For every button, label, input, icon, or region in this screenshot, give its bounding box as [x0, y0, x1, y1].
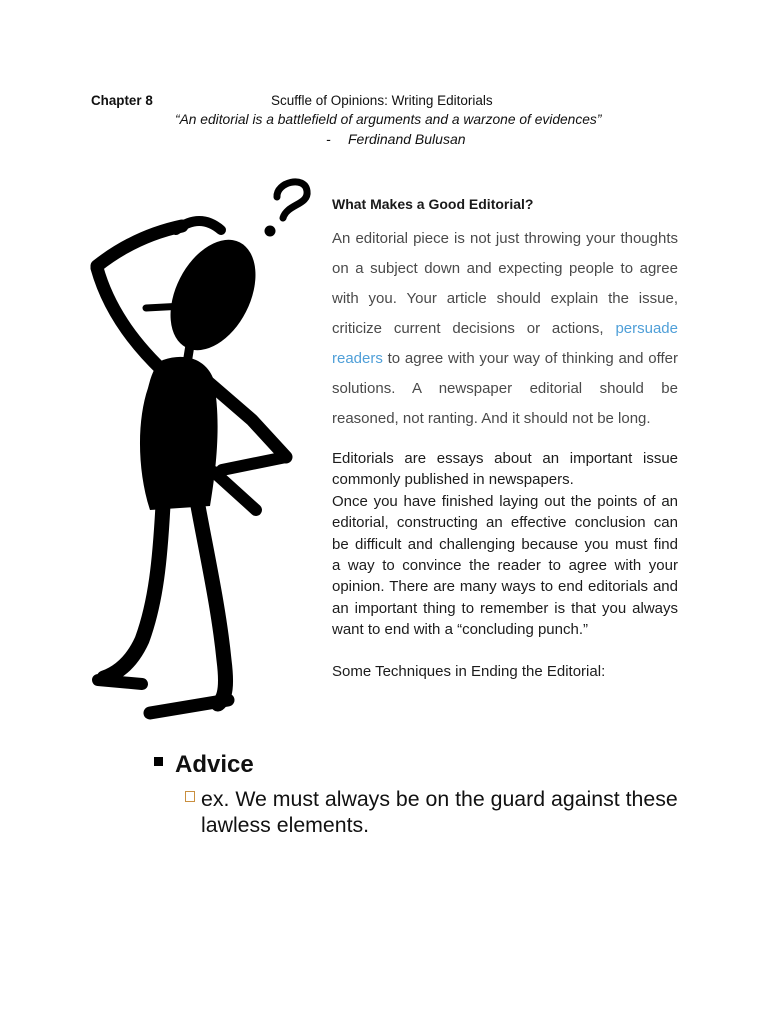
figure-hand-on-hip	[214, 472, 256, 510]
paragraph-line: an important thing to remember is that you always	[332, 599, 678, 617]
paragraph-line: reasoned, not ranting. And it should not be long.	[332, 410, 651, 427]
figure-left-foot	[98, 680, 142, 684]
thinking-stick-figure-icon	[80, 170, 320, 730]
section-heading: What Makes a Good Editorial?	[332, 196, 534, 212]
paragraph-line	[332, 314, 678, 344]
filled-square-bullet-icon	[154, 757, 163, 766]
paragraph-line: with you. Your article should explain the issue,	[332, 290, 678, 307]
persuade-readers-link[interactable]: persuade	[615, 320, 678, 337]
figure-raised-forearm	[97, 226, 182, 266]
paragraph-line: a way to convince the reader to agree with your	[332, 557, 678, 575]
attribution-dash: -	[326, 131, 331, 147]
slide-bullet-advice: Advice	[175, 751, 254, 778]
paragraph-line: solutions. A newspaper editorial should be	[332, 380, 678, 397]
question-mark-dot	[265, 226, 276, 237]
paragraph-line: commonly published in newspapers.	[332, 471, 574, 489]
attribution-name: Ferdinand Bulusan	[348, 131, 466, 147]
slide-sub-bullet-example	[201, 786, 678, 838]
paragraph-conclusion-advice	[332, 491, 678, 641]
line-text: criticize current decisions or actions,	[332, 320, 604, 337]
figure-akimbo-upper-arm	[208, 382, 286, 457]
techniques-label: Some Techniques in Ending the Editorial:	[332, 663, 606, 680]
figure-left-leg	[104, 505, 163, 678]
figure-right-leg	[198, 506, 226, 704]
question-mark-icon	[277, 182, 307, 218]
paragraph-line: want to end with a “concluding punch.”	[332, 621, 588, 639]
chapter-label: Chapter 8	[91, 93, 153, 108]
paragraph-editorials-definition	[332, 448, 678, 491]
paragraph-editorials-conclusion	[332, 448, 678, 641]
hollow-square-bullet-icon	[185, 791, 195, 802]
paragraph-good-editorial	[332, 224, 678, 434]
paragraph-line: editorial, constructing an effective conclusion can	[332, 514, 678, 532]
paragraph-line: be difficult and challenging because you must find	[332, 535, 678, 553]
paragraph-line: opinion. There are many ways to end editorials and	[332, 578, 678, 596]
figure-head	[153, 226, 273, 365]
figure-akimbo-forearm	[222, 457, 286, 470]
paragraph-line: Once you have finished laying out the points of an	[332, 492, 678, 510]
epigraph-quote: “An editorial is a battlefield of arguments and a warzone of evidences”	[175, 112, 602, 127]
chapter-title: Scuffle of Opinions: Writing Editorials	[271, 93, 493, 108]
figure-hand-on-head	[176, 221, 221, 230]
figure-raised-upper-arm	[97, 268, 162, 370]
sub-bullet-line: lawless elements.	[201, 813, 370, 837]
sub-bullet-line: ex. We must always be on the guard against these	[201, 787, 678, 811]
paragraph-line: on a subject down and expecting people to agree	[332, 260, 678, 277]
figure-torso	[140, 357, 218, 510]
paragraph-line	[332, 344, 678, 374]
paragraph-line: Editorials are essays about an important issue	[332, 450, 678, 467]
line-text: to agree with your way of thinking and offer	[387, 350, 678, 367]
persuade-readers-link-continued[interactable]: readers	[332, 350, 383, 367]
paragraph-line: An editorial piece is not just throwing your thoughts	[332, 230, 678, 247]
